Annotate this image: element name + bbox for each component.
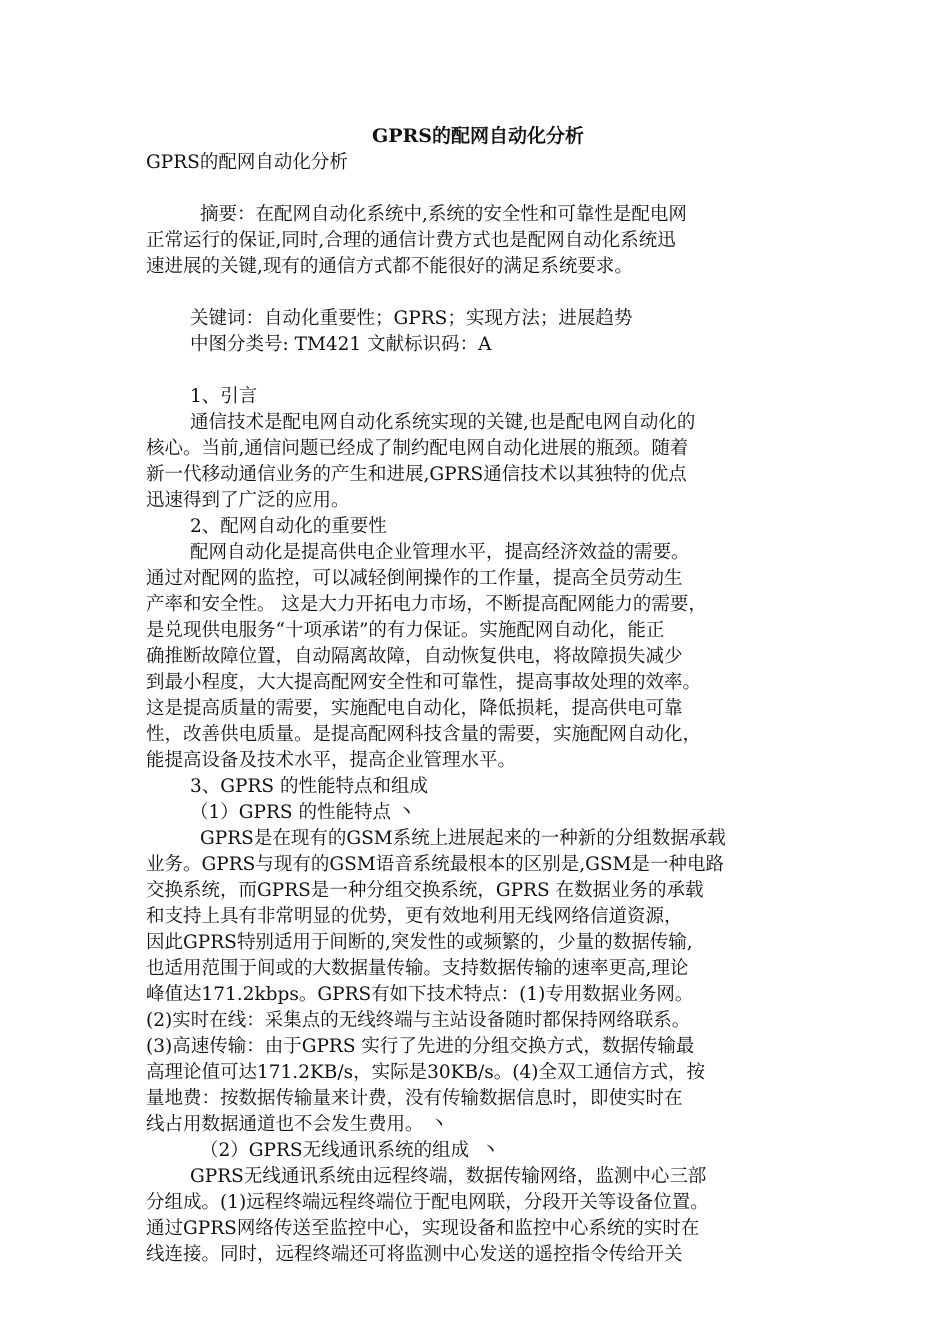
text-line: 和支持上具有非常明显的优势，更有效地利用无线网络信道资源， [146,906,683,927]
document-subtitle: GPRS的配网自动化分析 [146,152,348,173]
text-line: 业务。GPRS与现有的GSM语音系统最根本的区别是,GSM是一种电路 [146,854,725,875]
text-line: (2)实时在线：采集点的无线终端与主站设备随时都保持网络联系。 [146,1010,691,1031]
text-line: GPRS无线通讯系统由远程终端，数据传输网络，监测中心三部 [190,1166,707,1187]
blank-line [146,280,810,306]
text-line: 通信技术是配电网自动化系统实现的关键,也是配电网自动化的 [190,412,696,433]
text-line: (3)高速传输：由于GPRS 实行了先进的分组交换方式，数据传输最 [146,1036,695,1057]
text-line: 到最小程度，大大提高配网安全性和可靠性，提高事故处理的效率。 [146,672,702,693]
text-line: GPRS是在现有的GSM系统上进展起来的一种新的分组数据承载 [200,828,726,849]
blank-line [146,358,810,384]
text-line: 线连接。同时，远程终端还可将监测中心发送的遥控指令传给开关 [146,1244,683,1265]
text-line: 确推断故障位置，自动隔离故障，自动恢复供电，将故障损失减少 [146,646,683,667]
text-line: 高理论值可达171.2KB/s，实际是30KB/s。(4)全双工通信方式，按 [146,1062,705,1083]
text-line: 这是提高质量的需要，实施配电自动化，降低损耗，提高供电可靠 [146,698,683,719]
text-line: 关键词：自动化重要性；GPRS；实现方法；进展趋势 [190,308,633,329]
text-line: 配网自动化是提高供电企业管理水平，提高经济效益的需要。 [190,542,690,563]
document-body [146,122,810,1268]
text-line: 性，改善供电质量。是提高配网科技含量的需要，实施配网自动化， [146,724,702,745]
text-line: 产率和安全性。 这是大力开拓电力市场，不断提高配网能力的需要， [146,594,707,615]
text-line: 1、引言 [190,386,258,407]
document-title: GPRS的配网自动化分析 [371,125,585,147]
paragraph-lines [146,176,810,1268]
text-line: 是兑现供电服务“十项承诺”的有力保证。实施配网自动化，能正 [146,620,665,641]
text-line: 线占用数据通道也不会发生费用。 丶 [146,1114,448,1135]
text-line: 速进展的关键,现有的通信方式都不能很好的满足系统要求。 [146,256,633,277]
text-line: （1）GPRS 的性能特点 丶 [190,802,416,823]
text-line: 分组成。(1)远程终端远程终端位于配电网联，分段开关等设备位置。 [146,1192,709,1213]
text-line: 新一代移动通信业务的产生和进展,GPRS通信技术以其独特的优点 [146,464,687,485]
text-line: （2）GPRS无线通讯系统的组成 丶 [200,1140,500,1161]
text-line: 能提高设备及技术水平，提高企业管理水平。 [146,750,517,771]
text-line: 也适用范围于间或的大数据量传输。支持数据传输的速率更高,理论 [146,958,689,979]
text-line: 摘要：在配网自动化系统中,系统的安全性和可靠性是配电网 [200,204,687,225]
text-line: 量地费：按数据传输量来计费，没有传输数据信息时，即使实时在 [146,1088,683,1109]
text-line: 因此GPRS特别适用于间断的,突发性的或频繁的，少量的数据传输, [146,932,693,953]
text-line: 迅速得到了广泛的应用。 [146,490,350,511]
text-line: 3、GPRS 的性能特点和组成 [190,776,428,797]
text-line: 峰值达171.2kbps。GPRS有如下技术特点：(1)专用数据业务网。 [146,984,694,1005]
text-line: 中图分类号: TM421 文献标识码：A [190,334,492,355]
text-line: 通过GPRS网络传送至监控中心，实现设备和监控中心系统的实时在 [146,1218,700,1239]
text-line: 通过对配网的监控，可以减轻倒闸操作的工作量，提高全员劳动生 [146,568,683,589]
text-line: 2、配网自动化的重要性 [190,516,387,537]
text-line: 交换系统，而GPRS是一种分组交换系统，GPRS 在数据业务的承载 [146,880,704,901]
text-line: 核心。当前,通信问题已经成了制约配电网自动化进展的瓶颈。随着 [146,438,689,459]
text-line: 正常运行的保证,同时,合理的通信计费方式也是配网自动化系统迅 [146,230,676,251]
blank-line [146,176,810,202]
